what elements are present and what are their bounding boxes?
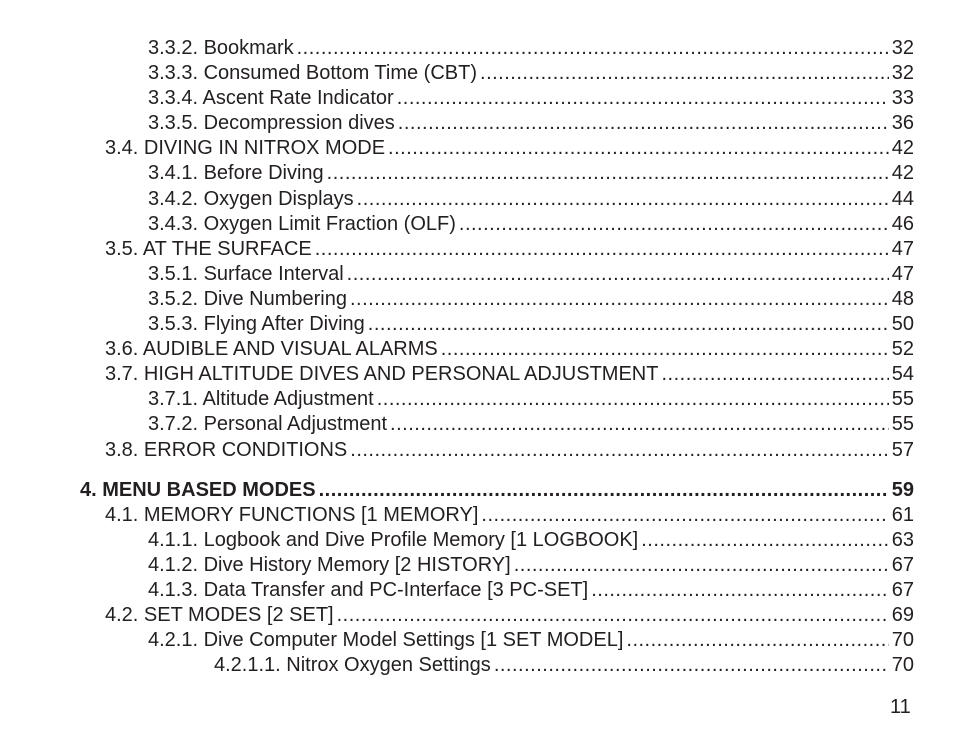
toc-entry-title: 4.1. MEMORY FUNCTIONS [1 MEMORY] bbox=[105, 503, 479, 526]
toc-entry-title: 4.1.1. Logbook and Dive Profile Memory [1 LOGBOOK] bbox=[148, 528, 639, 551]
dot-leader bbox=[661, 362, 888, 387]
toc-entry-page: 32 bbox=[891, 37, 914, 59]
toc-entry[interactable] bbox=[0, 337, 954, 362]
toc-entry-title: 3.4. DIVING IN NITROX MODE bbox=[105, 137, 386, 160]
dot-leader bbox=[459, 212, 889, 237]
toc-entry-page: 67 bbox=[891, 578, 914, 601]
toc-entry[interactable] bbox=[0, 61, 954, 86]
dot-leader bbox=[398, 111, 889, 136]
toc-entry-title: 3.7. HIGH ALTITUDE DIVES AND PERSONAL ADJUSTMENT bbox=[105, 363, 659, 386]
toc-entry-page: 54 bbox=[891, 363, 914, 386]
page-number: 11 bbox=[890, 696, 911, 718]
toc-entry[interactable] bbox=[0, 628, 954, 653]
table-of-contents bbox=[0, 36, 954, 678]
dot-leader bbox=[350, 438, 888, 463]
toc-entry-page: 69 bbox=[891, 604, 914, 627]
toc-entry-title: 3.8. ERROR CONDITIONS bbox=[105, 438, 348, 461]
toc-entry[interactable] bbox=[0, 36, 954, 61]
toc-entry-page: 48 bbox=[891, 287, 914, 310]
toc-entry-page: 46 bbox=[891, 212, 914, 235]
dot-leader bbox=[357, 187, 889, 212]
toc-entry[interactable] bbox=[0, 578, 954, 603]
toc-entry-page: 55 bbox=[891, 413, 914, 436]
toc-entry-title: 3.5.3. Flying After Diving bbox=[148, 313, 365, 336]
toc-entry[interactable] bbox=[0, 187, 954, 212]
dot-leader bbox=[297, 36, 889, 61]
toc-entry-title: 4. MENU BASED MODES bbox=[80, 478, 316, 501]
toc-entry-page: 36 bbox=[891, 112, 914, 135]
toc-entry[interactable] bbox=[0, 287, 954, 312]
dot-leader bbox=[350, 287, 889, 312]
dot-leader bbox=[327, 161, 889, 186]
toc-entry-title: 3.3.2. Bookmark bbox=[148, 37, 294, 59]
toc-entry-title: 3.3.4. Ascent Rate Indicator bbox=[148, 87, 394, 110]
dot-leader bbox=[388, 136, 889, 161]
toc-entry-title: 3.4.1. Before Diving bbox=[148, 162, 324, 185]
toc-entry-title: 4.1.3. Data Transfer and PC-Interface [3 PC-SET] bbox=[148, 578, 589, 601]
toc-entry-page: 42 bbox=[891, 137, 914, 160]
toc-entry-page: 47 bbox=[891, 262, 914, 285]
dot-leader bbox=[315, 237, 889, 262]
toc-entry-title: 3.4.3. Oxygen Limit Fraction (OLF) bbox=[148, 212, 456, 235]
dot-leader bbox=[319, 478, 889, 503]
dot-leader bbox=[377, 387, 889, 412]
toc-entry-page: 50 bbox=[891, 313, 914, 336]
dot-leader bbox=[480, 61, 889, 86]
toc-entry-title: 3.7.2. Personal Adjustment bbox=[148, 413, 388, 436]
toc-entry-title: 3.3.5. Decompression dives bbox=[148, 112, 395, 135]
toc-entry[interactable] bbox=[0, 653, 954, 678]
toc-entry[interactable] bbox=[0, 161, 954, 186]
toc-entry[interactable] bbox=[0, 438, 954, 463]
toc-entry[interactable] bbox=[0, 528, 954, 553]
toc-entry-title: 4.1.2. Dive History Memory [2 HISTORY] bbox=[148, 553, 511, 576]
dot-leader bbox=[397, 86, 889, 111]
dot-leader bbox=[641, 528, 889, 553]
dot-leader bbox=[514, 553, 889, 578]
toc-entry[interactable] bbox=[0, 312, 954, 337]
toc-entry[interactable] bbox=[0, 412, 954, 437]
toc-entry[interactable] bbox=[0, 362, 954, 387]
toc-entry-page: 32 bbox=[891, 62, 914, 85]
toc-entry-title: 4.2. SET MODES [2 SET] bbox=[105, 604, 334, 627]
toc-entry[interactable] bbox=[0, 503, 954, 528]
toc-entry[interactable] bbox=[0, 136, 954, 161]
dot-leader bbox=[626, 628, 888, 653]
toc-entry-title: 3.5. AT THE SURFACE bbox=[105, 237, 312, 260]
dot-leader bbox=[591, 578, 889, 603]
toc-entry-page: 44 bbox=[891, 187, 914, 210]
toc-entry[interactable] bbox=[0, 603, 954, 628]
toc-entry-title: 3.4.2. Oxygen Displays bbox=[148, 187, 354, 210]
toc-entry[interactable] bbox=[0, 237, 954, 262]
toc-entry[interactable] bbox=[0, 86, 954, 111]
toc-entry[interactable] bbox=[0, 111, 954, 136]
toc-entry-page: 57 bbox=[891, 438, 914, 461]
toc-entry-title: 3.5.2. Dive Numbering bbox=[148, 287, 347, 310]
toc-entry-title: 4.2.1. Dive Computer Model Settings [1 SET MODEL] bbox=[148, 629, 624, 652]
dot-leader bbox=[481, 503, 888, 528]
toc-entry[interactable] bbox=[0, 212, 954, 237]
toc-chapter-entry[interactable] bbox=[0, 478, 954, 503]
toc-entry[interactable] bbox=[0, 387, 954, 412]
toc-entry-page: 55 bbox=[891, 388, 914, 411]
dot-leader bbox=[494, 653, 889, 678]
toc-entry-title: 3.5.1. Surface Interval bbox=[148, 262, 344, 285]
dot-leader bbox=[441, 337, 889, 362]
toc-entry-page: 42 bbox=[891, 162, 914, 185]
toc-entry-page: 59 bbox=[891, 478, 914, 501]
toc-entry-page: 33 bbox=[891, 87, 914, 110]
toc-entry[interactable] bbox=[0, 553, 954, 578]
dot-leader bbox=[390, 412, 889, 437]
toc-entry-page: 67 bbox=[891, 553, 914, 576]
toc-entry-title: 3.6. AUDIBLE AND VISUAL ALARMS bbox=[105, 338, 438, 361]
dot-leader bbox=[337, 603, 889, 628]
toc-entry-title: 4.2.1.1. Nitrox Oxygen Settings bbox=[214, 654, 491, 677]
toc-entry-page: 52 bbox=[891, 338, 914, 361]
dot-leader bbox=[368, 312, 889, 337]
toc-entry-title: 3.7.1. Altitude Adjustment bbox=[148, 388, 374, 411]
dot-leader bbox=[347, 262, 889, 287]
toc-entry-page: 70 bbox=[891, 654, 914, 677]
toc-entry-page: 70 bbox=[891, 629, 914, 652]
toc-entry[interactable] bbox=[0, 262, 954, 287]
toc-entry-page: 47 bbox=[891, 237, 914, 260]
toc-entry-title: 3.3.3. Consumed Bottom Time (CBT) bbox=[148, 62, 478, 85]
toc-entry-page: 63 bbox=[891, 528, 914, 551]
toc-entry-page: 61 bbox=[891, 503, 914, 526]
